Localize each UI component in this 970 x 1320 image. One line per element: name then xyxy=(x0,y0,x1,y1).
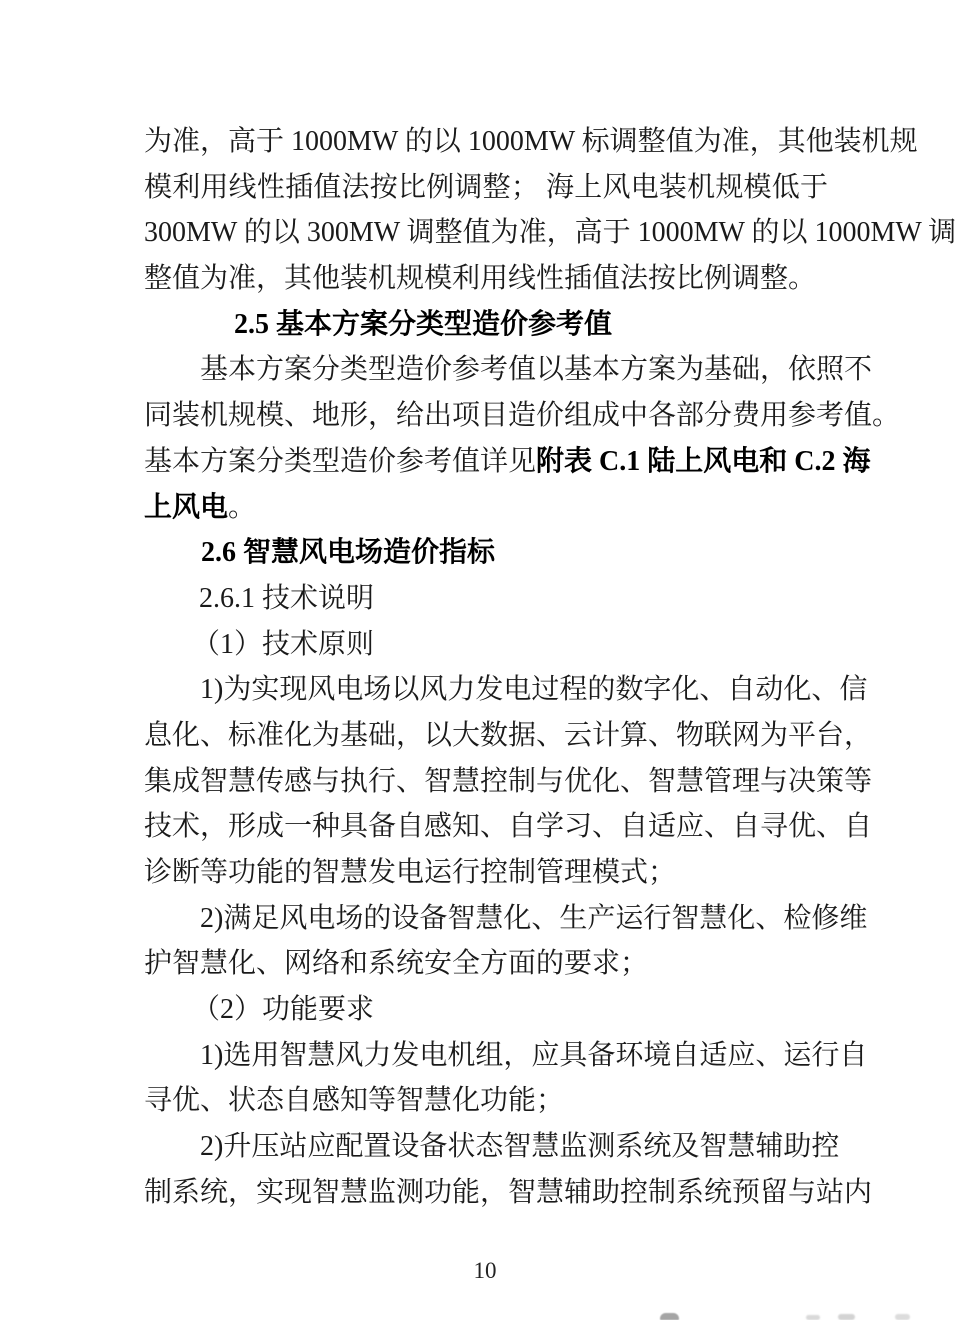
heading-text-run: 2.5 基本方案分类型造价参考值 xyxy=(234,308,613,340)
para-capacity-adjustment-line-3 xyxy=(144,210,957,256)
page-body xyxy=(144,119,957,1216)
text-run: 技术，形成一种具备自感知、自学习、自适应、自寻优、自 xyxy=(144,811,873,843)
text-run: 寻优、状态自感知等智慧化功能； xyxy=(144,1085,565,1117)
text-run: 2)升压站应配置设备状态智慧监测系统及智慧辅助控 xyxy=(200,1131,840,1163)
para-basic-scheme-line-3 xyxy=(144,439,871,485)
heading-text-run: 2.6 智慧风电场造价指标 xyxy=(201,537,496,569)
text-run: 诊断等功能的智慧发电运行控制管理模式； xyxy=(144,857,677,888)
para-principle-1-line-5 xyxy=(144,850,828,896)
para-principle-1-line-1 xyxy=(144,667,868,713)
text-run: 模利用线性插值法按比例调整； 海上风电装机规模低于 xyxy=(144,171,828,203)
text-run: 集成智慧传感与执行、智慧控制与优化、智慧管理与决策等 xyxy=(144,765,873,797)
text-run: 2)满足风电场的设备智慧化、生产运行智慧化、检修维 xyxy=(200,902,868,934)
bold-reference-run: 附表 C.1 陆上风电和 C.2 海 xyxy=(536,445,871,477)
heading-2-5 xyxy=(144,302,828,348)
text-run: 制系统，实现智慧监测功能，智慧辅助控制系统预留与站内 xyxy=(144,1176,873,1208)
para-capacity-adjustment-line-4 xyxy=(144,256,828,302)
text-run: 2.6.1 技术说明 xyxy=(199,582,375,614)
text-run: 整值为准，其他装机规模利用线性插值法按比例调整。 xyxy=(144,263,817,295)
text-run: （1）技术原则 xyxy=(192,628,375,660)
bold-reference-run: 上风电 xyxy=(144,491,229,523)
para-principle-2-line-1 xyxy=(144,896,868,942)
text-run: 1)选用智慧风力发电机组，应具备环境自适应、运行自 xyxy=(200,1039,868,1071)
para-principle-2-line-2 xyxy=(144,941,828,987)
text-run: 同装机规模、地形，给出项目造价组成中各部分费用参考值。 xyxy=(144,400,901,432)
page-number: 10 xyxy=(473,1258,497,1283)
text-run: 300MW 的以 300MW 调整值为准，高于 1000MW 的以 1000MW 调 xyxy=(144,217,957,249)
text-run: 为准，高于 1000MW 的以 1000MW 标调整值为准，其他装机规 xyxy=(144,126,918,157)
para-requirement-1-line-2 xyxy=(144,1078,828,1124)
item-functional-requirements xyxy=(144,987,828,1033)
para-capacity-adjustment-line-1 xyxy=(144,119,918,165)
para-requirement-2-line-2 xyxy=(144,1170,873,1216)
item-technical-principles xyxy=(144,622,828,668)
watermark-text-fragment xyxy=(895,1314,910,1320)
text-run: 护智慧化、网络和系统安全方面的要求； xyxy=(144,948,649,980)
text-run: 。 xyxy=(228,491,257,523)
para-basic-scheme-line-2 xyxy=(144,393,901,439)
watermark-text-fragment xyxy=(806,1315,820,1320)
heading-2-6-1 xyxy=(144,576,828,622)
para-principle-1-line-3 xyxy=(144,759,873,805)
text-run: 1)为实现风电场以风力发电过程的数字化、自动化、信 xyxy=(200,674,868,706)
watermark-logo-icon xyxy=(660,1313,679,1320)
para-basic-scheme-line-1 xyxy=(144,347,873,393)
text-run: （2）功能要求 xyxy=(192,994,375,1026)
para-principle-1-line-4 xyxy=(144,804,873,850)
text-run: 息化、标准化为基础，以大数据、云计算、物联网为平台， xyxy=(144,719,873,751)
text-run: 基本方案分类型造价参考值详见 xyxy=(144,445,537,477)
para-requirement-1-line-1 xyxy=(144,1033,868,1079)
para-capacity-adjustment-line-2 xyxy=(144,165,828,211)
text-run: 基本方案分类型造价参考值以基本方案为基础，依照不 xyxy=(200,354,873,386)
heading-2-6 xyxy=(144,530,828,576)
watermark-text-fragment xyxy=(838,1314,855,1320)
para-requirement-2-line-1 xyxy=(144,1124,840,1170)
para-principle-1-line-2 xyxy=(144,713,873,759)
para-basic-scheme-line-4 xyxy=(144,485,828,531)
